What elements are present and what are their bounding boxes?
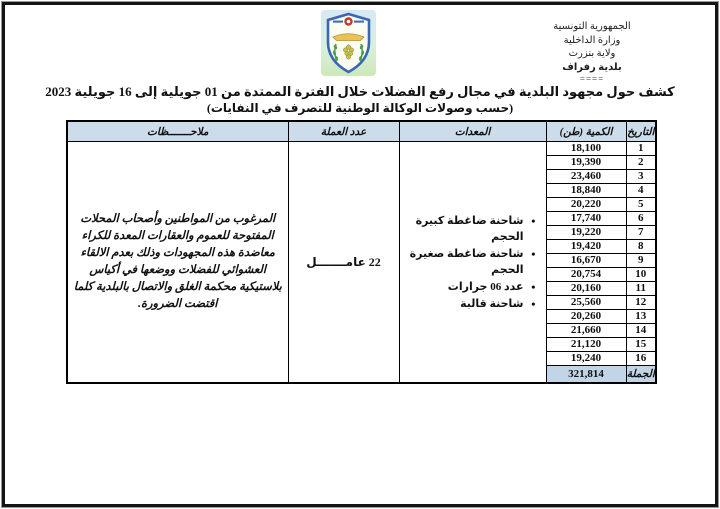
date-cell: 1 <box>626 142 656 156</box>
quantity-cell: 19,390 <box>546 156 626 170</box>
col-header-notes: ملاحـــــــظات <box>67 121 288 142</box>
col-header-quantity: الكمية (طن) <box>546 121 626 142</box>
document-subtitle: (حسب وصولات الوكالة الوطنية للتصرف في النفايات) <box>206 101 514 115</box>
total-label-cell: الجملة <box>626 366 656 384</box>
quantity-cell: 21,120 <box>546 338 626 352</box>
government-header <box>522 20 662 84</box>
equipment-item: • شاحنة قالبة <box>404 296 524 312</box>
report-table-container <box>66 120 657 384</box>
quantity-cell: 20,160 <box>546 282 626 296</box>
table-header-row <box>67 121 656 142</box>
quantity-cell: 23,460 <box>546 170 626 184</box>
date-cell: 4 <box>626 184 656 198</box>
notes-cell: المرغوب من المواطنين وأصحاب المحلات المفتوحة للعموم والعقارات المعدة للكراء معاضدة هذه المجهودات وذلك بعدم الالقاء العشوائي للفضلات ووضعها في أكياس بلاستيكية محكمة الغلق والاتصال بالبلدية كلما اقتضت الضرورة. <box>67 142 288 384</box>
quantity-cell: 20,754 <box>546 268 626 282</box>
quantity-cell: 16,670 <box>546 254 626 268</box>
date-cell: 8 <box>626 240 656 254</box>
waste-report-table <box>66 120 657 384</box>
date-cell: 15 <box>626 338 656 352</box>
quantity-cell: 20,260 <box>546 310 626 324</box>
table-row <box>67 142 656 156</box>
quantity-cell: 25,560 <box>546 296 626 310</box>
quantity-cell: 19,240 <box>546 352 626 366</box>
total-value-cell: 321,814 <box>546 366 626 384</box>
gov-line-ministry: وزارة الداخلية <box>563 34 621 46</box>
date-cell: 6 <box>626 212 656 226</box>
date-cell: 13 <box>626 310 656 324</box>
equipment-item: • شاحنة ضاغطة كبيرة الحجم <box>404 213 524 245</box>
date-cell: 16 <box>626 352 656 366</box>
quantity-cell: 20,220 <box>546 198 626 212</box>
equipment-list <box>400 213 546 312</box>
col-header-workers: عدد العملة <box>288 121 399 142</box>
document-title: كشف حول مجهود البلدية في مجال رفع الفضلات خلال الفترة الممتدة من 01 جويلية إلى 16 جويلية 2023 <box>45 84 675 99</box>
quantity-cell: 18,100 <box>546 142 626 156</box>
equipment-item: • شاحنة ضاغطة صغيرة الحجم <box>404 246 524 278</box>
gov-header-separator: ==== <box>579 74 605 84</box>
date-cell: 11 <box>626 282 656 296</box>
equipment-item: • عدد 06 جرارات <box>404 279 524 295</box>
date-cell: 9 <box>626 254 656 268</box>
workers-cell: 22 عامـــــــل <box>288 142 399 384</box>
quantity-cell: 21,660 <box>546 324 626 338</box>
gov-line-republic: الجمهورية التونسية <box>553 21 631 32</box>
equipment-cell <box>399 142 546 384</box>
municipal-emblem-icon <box>320 9 377 79</box>
col-header-date: التاريخ <box>626 121 656 142</box>
quantity-cell: 19,420 <box>546 240 626 254</box>
date-cell: 5 <box>626 198 656 212</box>
quantity-cell: 18,840 <box>546 184 626 198</box>
date-cell: 10 <box>626 268 656 282</box>
quantity-cell: 17,740 <box>546 212 626 226</box>
date-cell: 3 <box>626 170 656 184</box>
quantity-cell: 19,220 <box>546 226 626 240</box>
col-header-equipment: المعدات <box>399 121 546 142</box>
date-cell: 14 <box>626 324 656 338</box>
date-cell: 7 <box>626 226 656 240</box>
date-cell: 12 <box>626 296 656 310</box>
gov-line-municipality: بلدية رفراف <box>562 61 622 73</box>
gov-line-governorate: ولاية بنزرت <box>568 48 616 59</box>
date-cell: 2 <box>626 156 656 170</box>
